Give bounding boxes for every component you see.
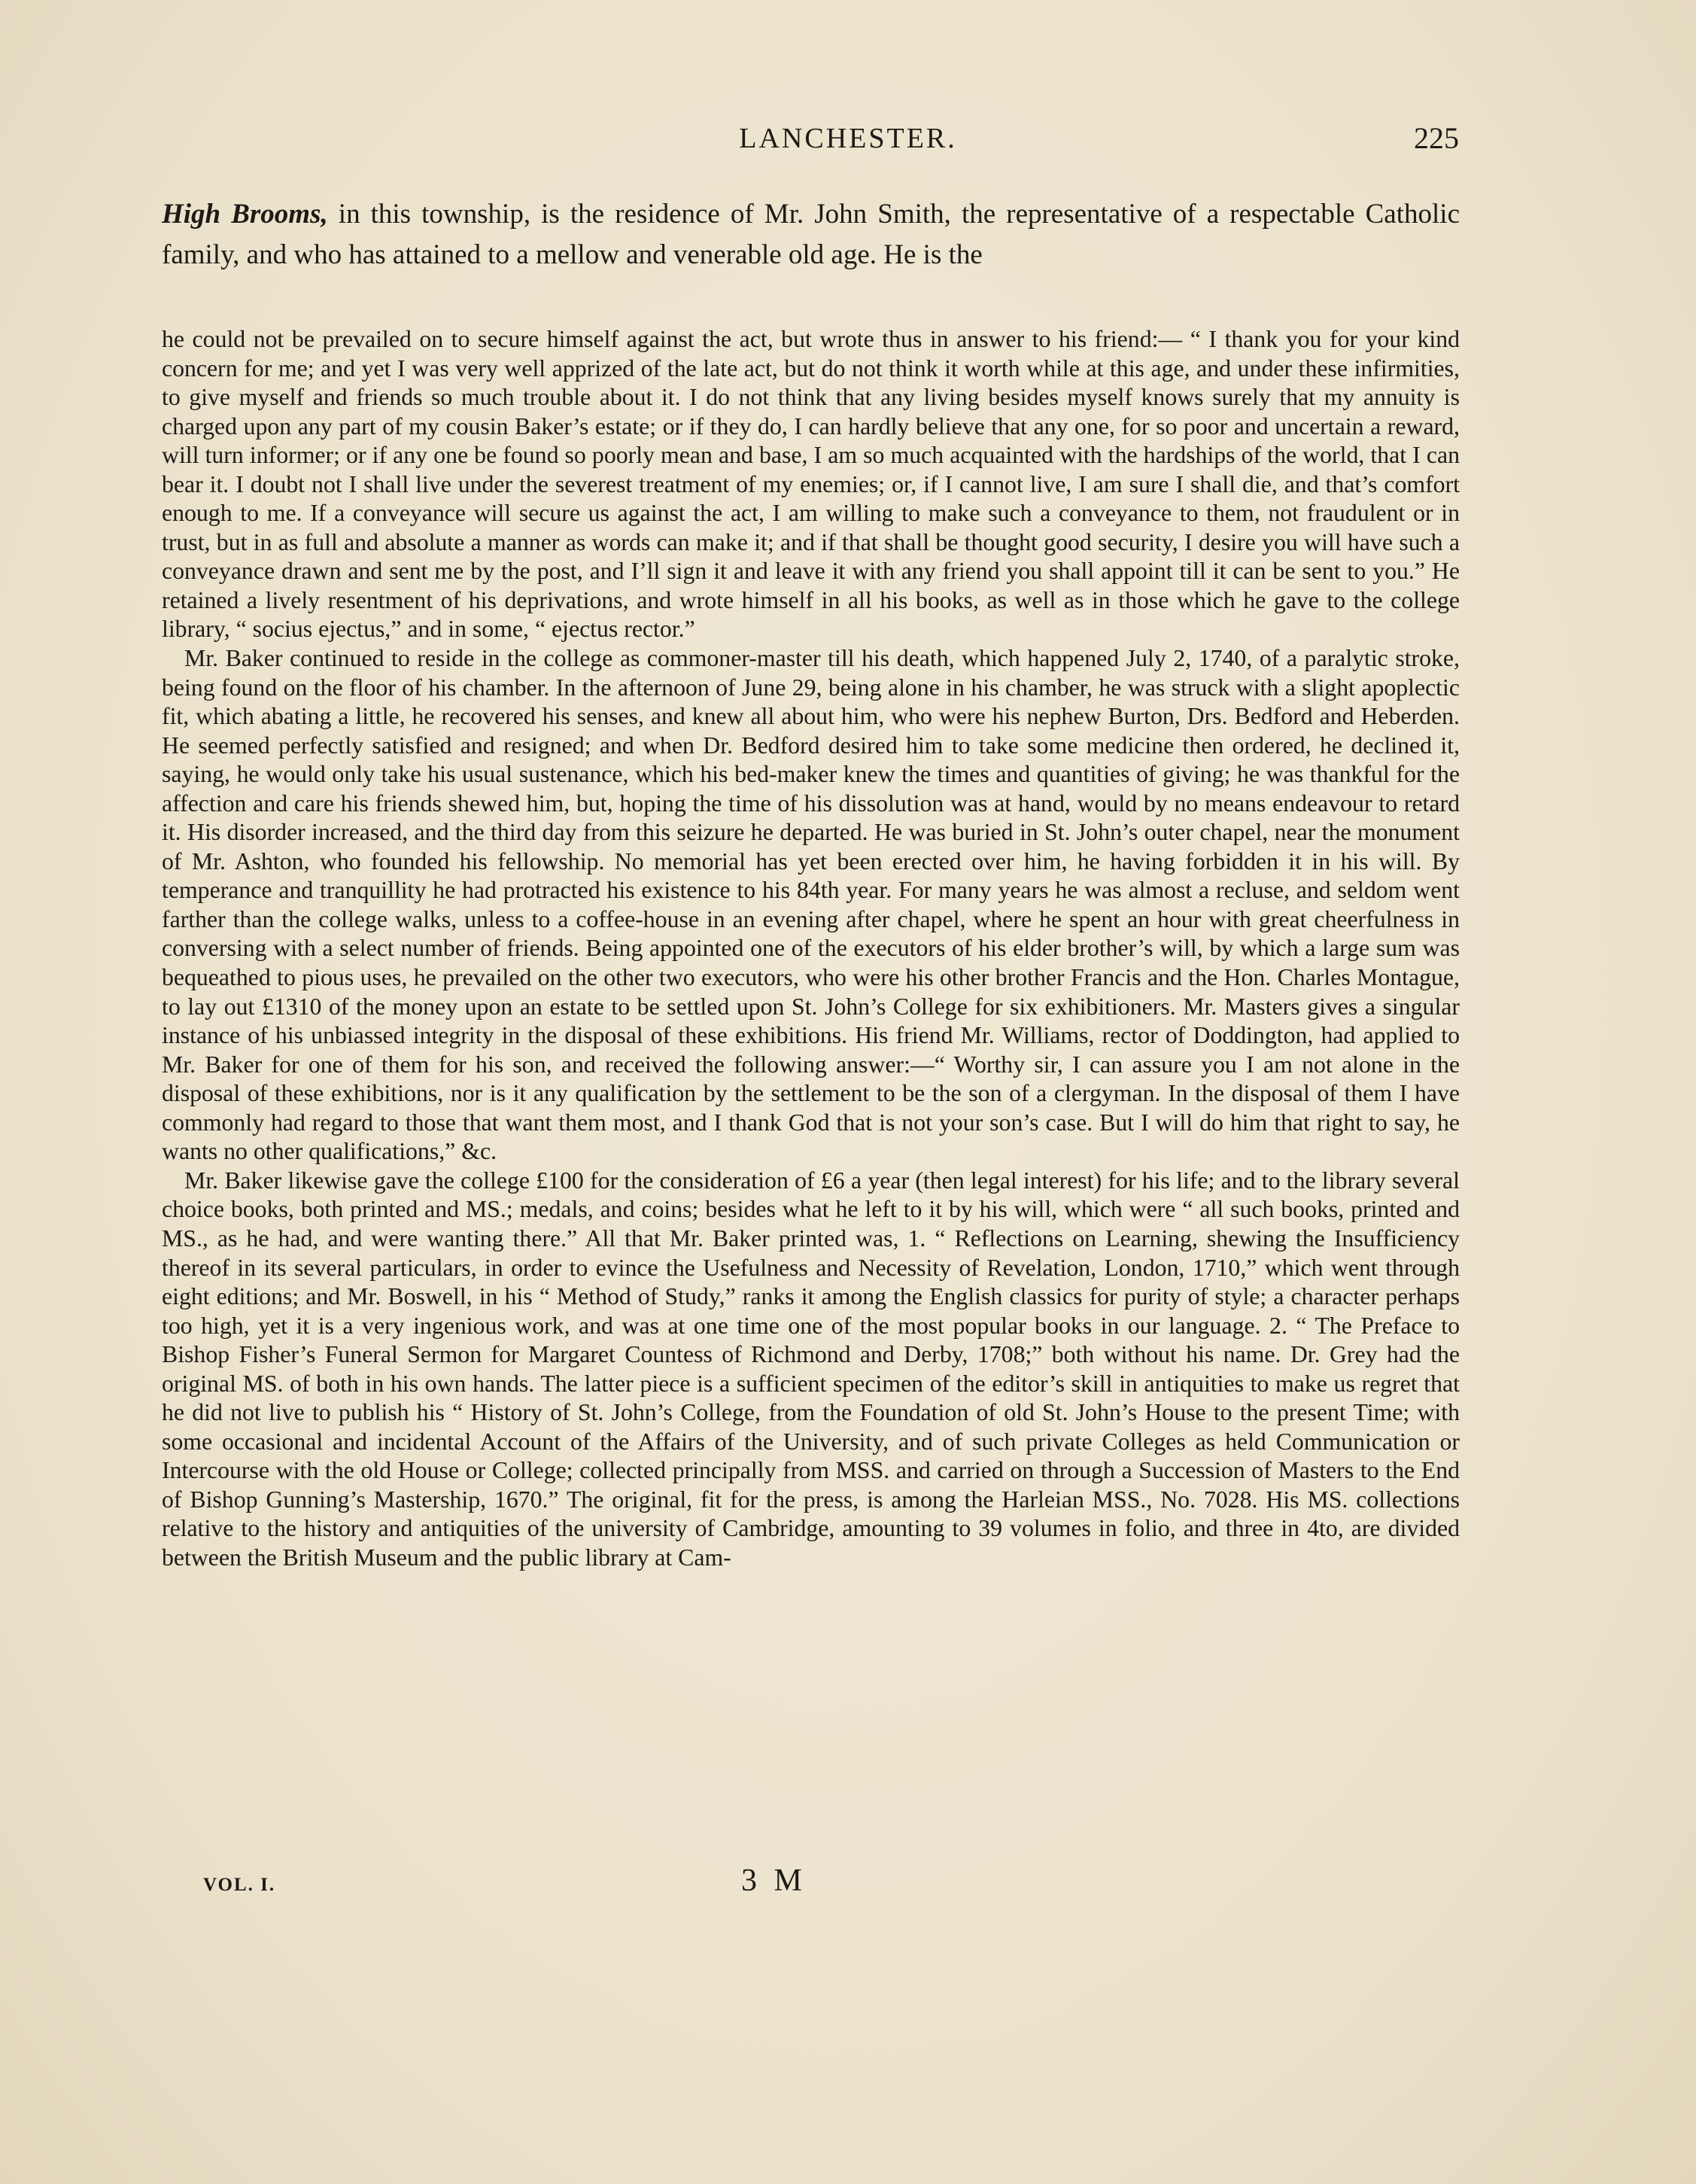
intro-text: in this township, is the residence of Mr. John Smith, the representative of a respectable Catholic family, and who has attained to a mellow and venerable old age. He is the bbox=[162, 199, 1460, 270]
page-footer bbox=[0, 1863, 1696, 1908]
page-number: 225 bbox=[1414, 121, 1459, 155]
page-header bbox=[0, 113, 1696, 158]
body-text bbox=[162, 325, 1460, 1573]
signature-mark: 3 M bbox=[741, 1863, 807, 1898]
volume-mark: VOL. I. bbox=[203, 1875, 276, 1895]
intro-paragraph bbox=[162, 194, 1460, 275]
running-title: LANCHESTER. bbox=[739, 123, 957, 154]
intro-lead: High Brooms, bbox=[162, 199, 328, 230]
paragraph-works: Mr. Baker likewise gave the college £100 for the consideration of £6 a year (then legal interest) for his life; and to the library several choice books, both printed and MS.; medals, and coins; besides what he left to it by his will, which were “ all such books, printed and MS., as he had, and were wanting there.” All that Mr. Baker printed was, 1. “ Reflections on Learning, shewing the Insufficiency thereof in its several particulars, in order to evince the Usefulness and Necessity of Revelation, London, 1710,” which went through eight editions; and Mr. Boswell, in his “ Method of Study,” ranks it among the English classics for purity of style; a character perhaps too high, yet it is a very ingenious work, and was at one time one of the most popular books in our language. 2. “ The Preface to Bishop Fisher’s Funeral Sermon for Margaret Countess of Richmond and Derby, 1708;” both without his name. Dr. Grey had the original MS. of both in his own hands. The latter piece is a sufficient specimen of the editor’s skill in antiquities to make us regret that he did not live to publish his “ History of St. John’s College, from the Foundation of old St. John’s House to the present Time; with some occasional and incidental Account of the Affairs of the University, and of such private Colleges as held Communication or Intercourse with the old House or College; collected principally from MSS. and carried on through a Succession of Masters to the End of Bishop Gunning’s Mastership, 1670.” The original, fit for the press, is among the Harleian MSS., No. 7028. His MS. collections relative to the history and antiquities of the university of Cambridge, amounting to 39 volumes in folio, and three in 4to, are divided between the British Museum and the public library at Cam- bbox=[162, 1167, 1460, 1571]
paragraph-letter: he could not be prevailed on to secure himself against the act, but wrote thus in answer to his friend:— “ I thank you for your kind concern for me; and yet I was very well apprized of the late act, but do not think it worth while at this age, and under these infirmities, to give myself and friends so much trouble about it. I do not think that any living besides myself knows surely that my annuity is charged upon any part of my cousin Baker’s estate; or if they do, I can hardly believe that any one, for so poor and uncertain a reward, will turn informer; or if any one be found so poorly mean and base, I am so much acquainted with the hardships of the world, that I can bear it. I doubt not I shall live under the severest treatment of my enemies; or, if I cannot live, I am sure I shall die, and that’s comfort enough to me. If a conveyance will secure us against the act, I am willing to make such a conveyance to them, not fraudulent or in trust, but in as full and absolute a manner as words can make it; and if that shall be thought good security, I desire you will have such a conveyance drawn and sent me by the post, and I’ll sign it and leave it with any friend you shall appoint till it can be sent to you.” He retained a lively resentment of his deprivations, and wrote himself in all his books, as well as in those which he gave to the college library, “ socius ejectus,” and in some, “ ejectus rector.” bbox=[162, 326, 1460, 643]
paragraph-death: Mr. Baker continued to reside in the college as commoner-master till his death, which happened July 2, 1740, of a paralytic stroke, being found on the floor of his chamber. In the afternoon of June 29, being alone in his chamber, he was struck with a slight apoplectic fit, which abating a little, he recovered his senses, and knew all about him, who were his nephew Burton, Drs. Bedford and Heberden. He seemed perfectly satisfied and resigned; and when Dr. Bedford desired him to take some medicine then ordered, he declined it, saying, he would only take his usual sustenance, which his bed-maker knew the times and quantities of giving; he was thankful for the affection and care his friends shewed him, but, hoping the time of his dissolution was at hand, would by no means endeavour to retard it. His disorder increased, and the third day from this seizure he departed. He was buried in St. John’s outer chapel, near the monument of Mr. Ashton, who founded his fellowship. No memorial has yet been erected over him, he having forbidden it in his will. By temperance and tranquillity he had protracted his existence to his 84th year. For many years he was almost a recluse, and seldom went farther than the college walks, unless to a coffee-house in an evening after chapel, where he spent an hour with great cheerfulness in conversing with a select number of friends. Being appointed one of the executors of his elder brother’s will, by which a large sum was bequeathed to pious uses, he prevailed on the other two executors, who were his other brother Francis and the Hon. Charles Montague, to lay out £1310 of the money upon an estate to be settled upon St. John’s College for six exhibitioners. Mr. Masters gives a singular instance of his unbiassed integrity in the disposal of these exhibitions. His friend Mr. Williams, rector of Doddington, had applied to Mr. Baker for one of them for his son, and received the following answer:—“ Worthy sir, I can assure you I am not alone in the disposal of these exhibitions, nor is it any qualification by the settlement to be the son of a clergyman. In the disposal of them I have commonly had regard to those that want them most, and I thank God that is not your son’s case. But I will do him that right to say, he wants no other qualifications,” &c. bbox=[162, 645, 1460, 1165]
